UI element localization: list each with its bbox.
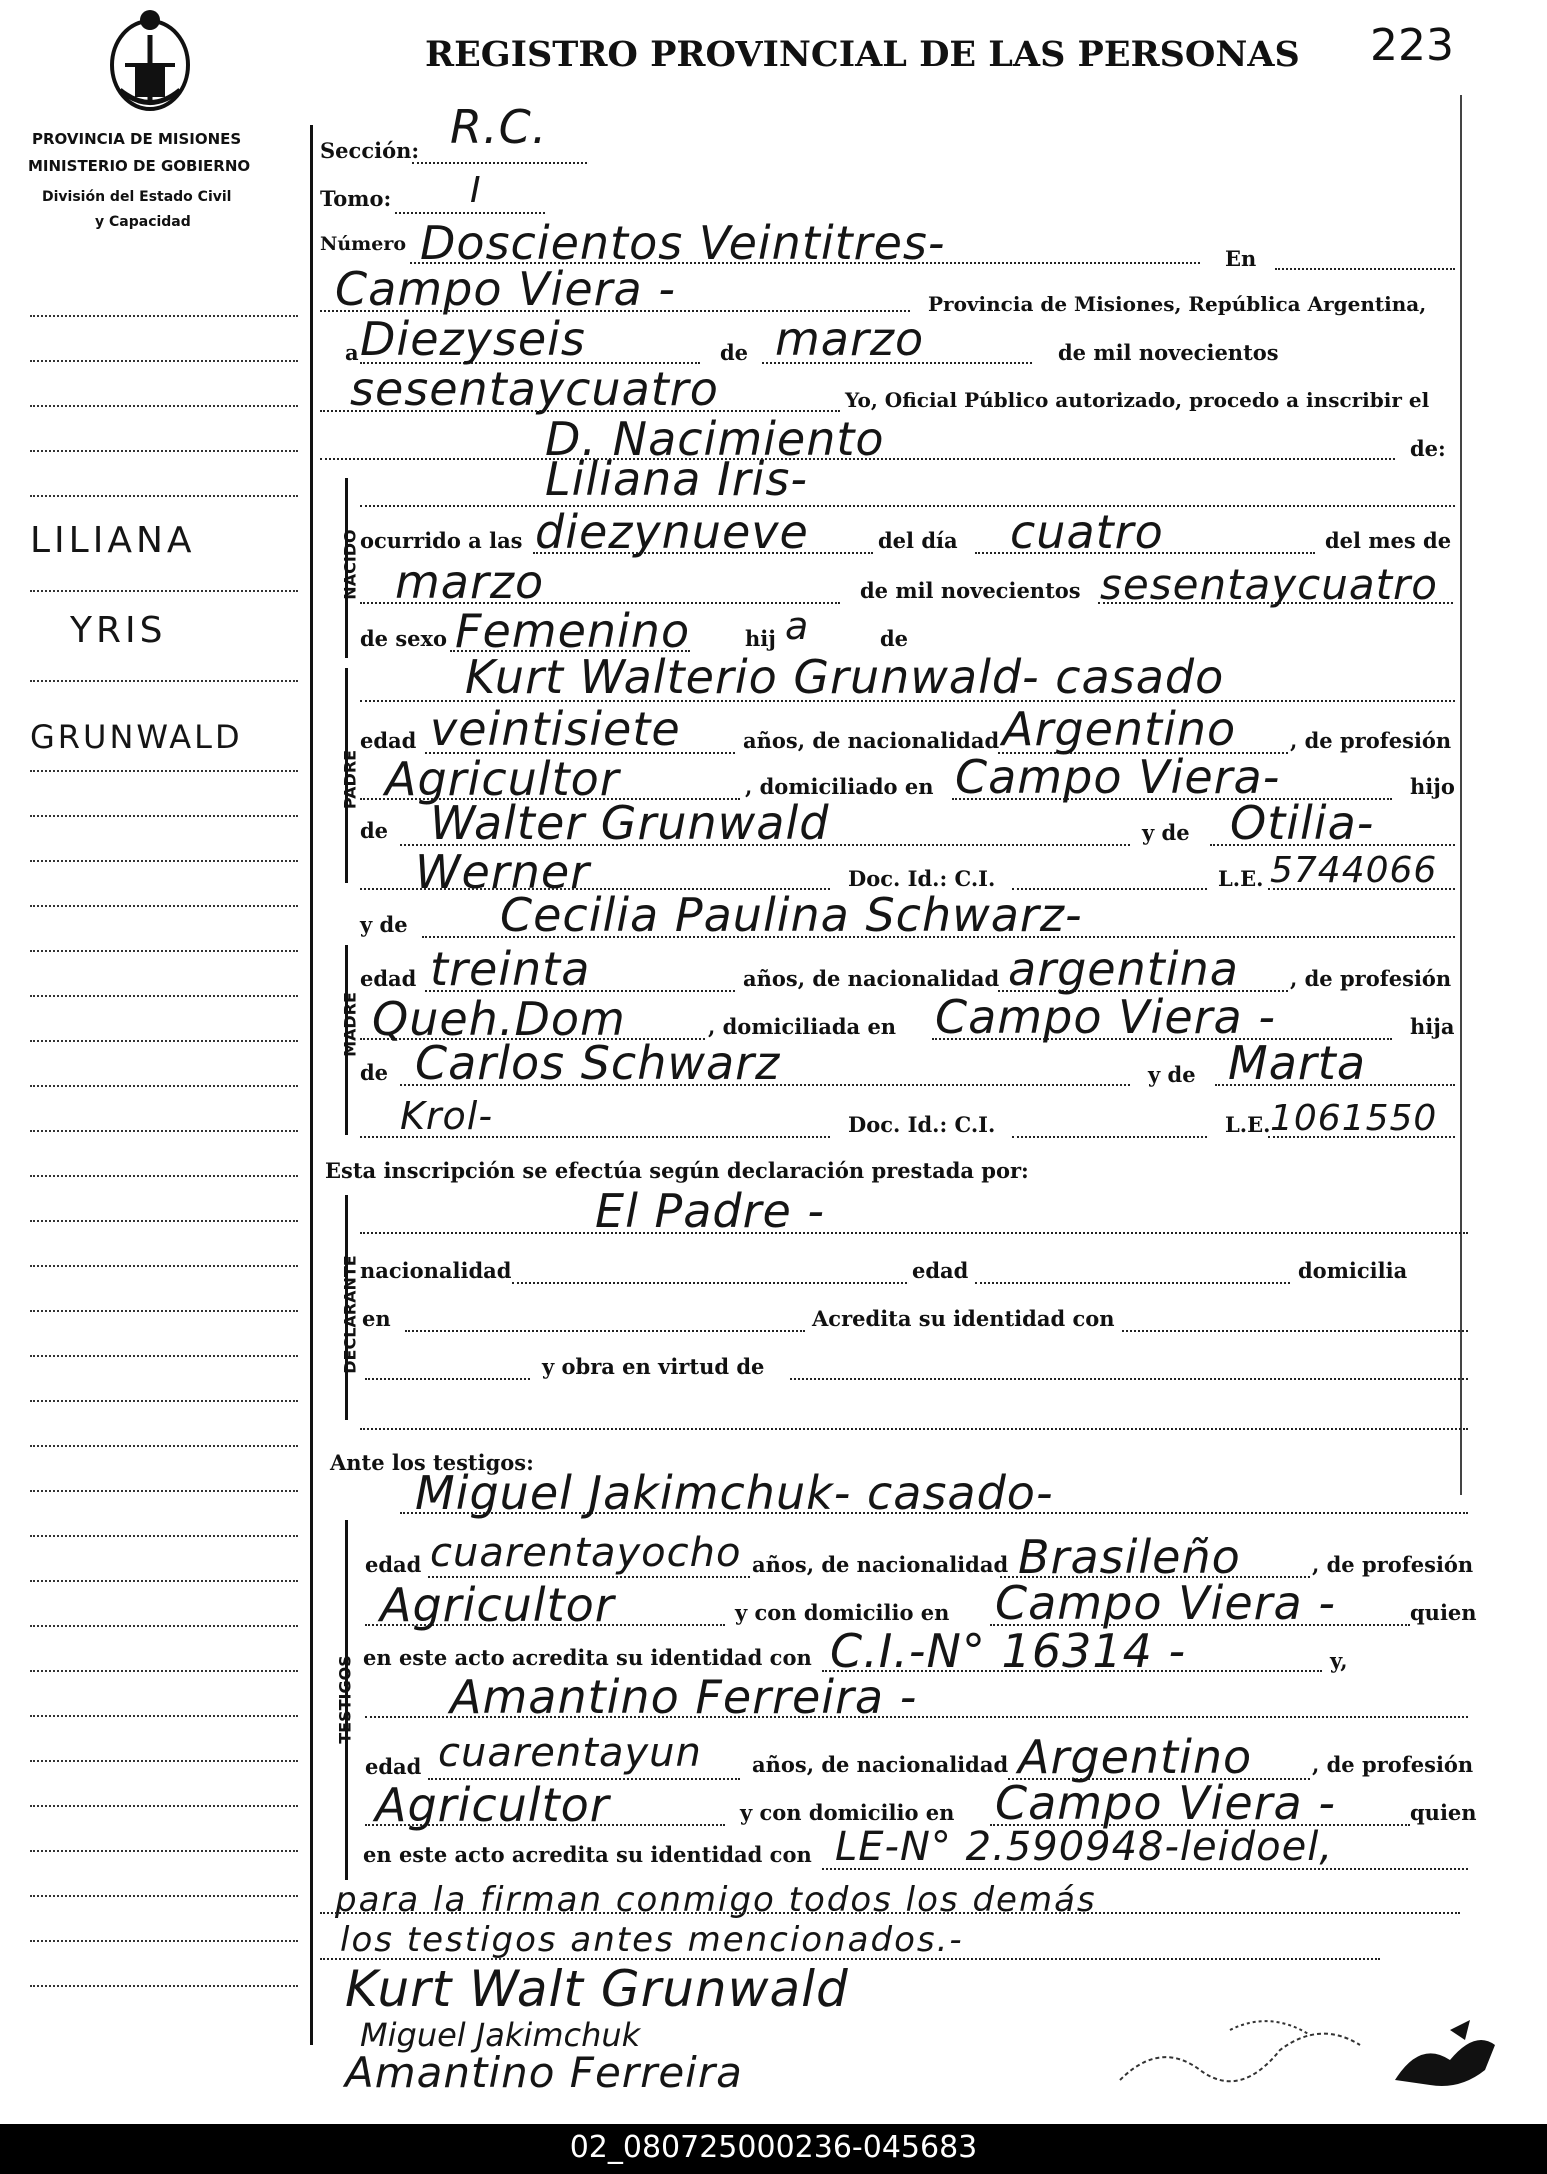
madre-nombre-value: Cecilia Paulina Schwarz- bbox=[500, 888, 1083, 942]
ministry-label: MINISTERIO DE GOBIERNO bbox=[28, 157, 251, 175]
inscripcion-label: Esta inscripción se efectúa según declaración prestada por: bbox=[325, 1158, 1029, 1183]
declarante-nacionalidad-label: nacionalidad bbox=[360, 1258, 512, 1283]
del-dia-label: del día bbox=[878, 528, 958, 553]
padre-anos-label: años, de nacionalidad bbox=[743, 728, 1000, 753]
tomo-value: I bbox=[470, 170, 482, 211]
testigo1-nacionalidad-value: Brasileño bbox=[1018, 1530, 1241, 1584]
province-label: PROVINCIA DE MISIONES bbox=[32, 130, 242, 148]
de-hij-label: de bbox=[880, 626, 909, 651]
testigo2-nombre-value: Amantino Ferreira - bbox=[450, 1670, 918, 1724]
madre-madre2-value: Krol- bbox=[400, 1094, 494, 1138]
madre-profesion-value: Queh.Dom bbox=[372, 992, 626, 1046]
acto-value: D. Nacimiento bbox=[545, 412, 885, 466]
del-mes-label: del mes de bbox=[1325, 528, 1452, 553]
ink-stamp-mark bbox=[1380, 2010, 1510, 2100]
tomo-label: Tomo: bbox=[320, 186, 392, 211]
padre-le-label: L.E. bbox=[1218, 866, 1264, 891]
closing-line2: los testigos antes mencionados.- bbox=[340, 1920, 964, 1960]
madre-padre-value: Carlos Schwarz bbox=[415, 1036, 781, 1090]
testigo1-y-label: y, bbox=[1330, 1648, 1348, 1673]
closing-line1: para la firman conmigo todos los demás bbox=[335, 1880, 1097, 1920]
madre-le-value: 1061550 bbox=[1270, 1098, 1438, 1139]
numero-value: Doscientos Veintitres- bbox=[420, 216, 946, 270]
madre-y-de-label: y de bbox=[360, 912, 408, 937]
acredita-label: Acredita su identidad con bbox=[812, 1306, 1115, 1331]
side-label-testigos: TESTIGOS bbox=[335, 1655, 355, 1744]
hora-value: diezynueve bbox=[535, 505, 809, 559]
testigo2-profesion-value: Agricultor bbox=[375, 1778, 610, 1832]
testigo1-edad-value: cuarentayocho bbox=[430, 1530, 742, 1576]
lugar-value: Campo Viera - bbox=[335, 262, 676, 316]
document-title: REGISTRO PROVINCIAL DE LAS PERSONAS bbox=[425, 34, 1300, 75]
padre-nombre-value: Kurt Walterio Grunwald- casado bbox=[465, 650, 1225, 704]
testigo2-profesion-label: , de profesión bbox=[1312, 1752, 1474, 1777]
madre-anos-label: años, de nacionalidad bbox=[743, 966, 1000, 991]
side-label-declarante: DECLARANTE bbox=[340, 1255, 360, 1374]
padre-de-label: de bbox=[360, 818, 389, 843]
padre-y-de-label: y de bbox=[1142, 820, 1190, 845]
testigo2-nacionalidad-value: Argentino bbox=[1018, 1730, 1253, 1784]
testigo1-profesion-label: , de profesión bbox=[1312, 1552, 1474, 1577]
testigo1-anos-label: años, de nacionalidad bbox=[752, 1552, 1009, 1577]
yo-oficial-label: Yo, Oficial Público autorizado, procedo a inscribir el bbox=[845, 388, 1430, 412]
de-mil-label: de mil novecientos bbox=[1058, 340, 1279, 365]
testigo2-domicilio-value: Campo Viera - bbox=[995, 1776, 1336, 1830]
mes-value: marzo bbox=[775, 312, 925, 366]
de-colon-label: de: bbox=[1410, 436, 1446, 461]
testigo1-nombre-value: Miguel Jakimchuk- casado- bbox=[415, 1466, 1054, 1520]
madre-de-label: de bbox=[360, 1060, 389, 1085]
padre-le-value: 5744066 bbox=[1270, 850, 1438, 891]
testigo2-edad-label: edad bbox=[365, 1754, 422, 1779]
padre-profesion-label: , de profesión bbox=[1290, 728, 1452, 753]
padre-profesion-value: Agricultor bbox=[385, 752, 620, 806]
de-label: de bbox=[720, 340, 749, 365]
testigo1-en-este-label: en este acto acredita su identidad con bbox=[363, 1645, 812, 1670]
madre-madre-value: Marta bbox=[1228, 1036, 1367, 1090]
obra-label: y obra en virtud de bbox=[542, 1354, 765, 1379]
testigo2-edad-value: cuarentayun bbox=[438, 1730, 702, 1776]
madre-hija-label: hija bbox=[1410, 1014, 1455, 1039]
seccion-value: R.C. bbox=[450, 100, 548, 154]
testigo2-en-este-label: en este acto acredita su identidad con bbox=[363, 1842, 812, 1867]
testigo2-quien-label: quien bbox=[1410, 1800, 1477, 1825]
padre-doc-label: Doc. Id.: C.I. bbox=[848, 866, 996, 891]
side-label-padre: PADRE bbox=[340, 749, 360, 810]
ante-label: Ante los testigos: bbox=[330, 1450, 534, 1475]
testigo2-anos-label: años, de nacionalidad bbox=[752, 1752, 1009, 1777]
madre-profesion-label: , de profesión bbox=[1290, 966, 1452, 991]
padre-nacionalidad-value: Argentino bbox=[1002, 702, 1237, 756]
anio-value: sesentaycuatro bbox=[350, 362, 719, 416]
madre-edad-value: treinta bbox=[430, 942, 591, 996]
declarante-en-label: en bbox=[362, 1306, 391, 1331]
sexo-value: Femenino bbox=[455, 604, 691, 658]
padre-madre-value: Otilia- bbox=[1230, 796, 1375, 850]
margin-divider bbox=[310, 125, 313, 2045]
right-divider bbox=[1460, 95, 1462, 1495]
padre-edad-value: veintisiete bbox=[430, 702, 681, 756]
testigo1-quien-label: quien bbox=[1410, 1600, 1477, 1625]
padre-hijo-label: hijo bbox=[1410, 774, 1455, 799]
madre-edad-label: edad bbox=[360, 966, 417, 991]
a-label: a bbox=[345, 340, 359, 365]
nombre-value: Liliana Iris- bbox=[545, 452, 808, 506]
declarante-domicilia-label: domicilia bbox=[1298, 1258, 1408, 1283]
testigo1-domicilio-value: Campo Viera - bbox=[995, 1576, 1336, 1630]
footer-id: 02_080725000236-045683 bbox=[569, 2130, 978, 2165]
madre-doc-label: Doc. Id.: C.I. bbox=[848, 1112, 996, 1137]
de-mil-nov-label: de mil novecientos bbox=[860, 578, 1081, 603]
side-label-nacido: NACIDO bbox=[340, 529, 360, 600]
margin-note-line3: GRUNWALD bbox=[30, 718, 243, 756]
page-number: 223 bbox=[1370, 20, 1454, 71]
signature-witness1: Miguel Jakimchuk bbox=[360, 2016, 641, 2054]
dia-value: Diezyseis bbox=[360, 312, 586, 366]
padre-domicilio-value: Campo Viera- bbox=[955, 750, 1281, 804]
seccion-label: Sección: bbox=[320, 138, 420, 163]
testigo1-edad-label: edad bbox=[365, 1552, 422, 1577]
hij-suffix-value: a bbox=[785, 604, 810, 648]
dia-nac-value: cuatro bbox=[1010, 505, 1164, 559]
margin-note-line2: YRIS bbox=[70, 610, 167, 651]
capacity-label: y Capacidad bbox=[95, 214, 191, 230]
testigo2-identidad-value: LE-N° 2.590948-leidoel, bbox=[835, 1824, 1334, 1870]
declarante-value: El Padre - bbox=[595, 1184, 826, 1238]
madre-nacionalidad-value: argentina bbox=[1008, 942, 1239, 996]
testigo2-domicilio-label: y con domicilio en bbox=[740, 1800, 955, 1825]
padre-edad-label: edad bbox=[360, 728, 417, 753]
madre-y-de2-label: y de bbox=[1148, 1062, 1196, 1087]
numero-label: Número bbox=[320, 233, 407, 255]
side-label-madre: MADRE bbox=[340, 992, 360, 1057]
testigo1-identidad-value: C.I.-N° 16314 - bbox=[830, 1624, 1187, 1678]
madre-le-label: L.E. bbox=[1225, 1112, 1271, 1137]
signature-witness2: Amantino Ferreira bbox=[345, 2048, 743, 2097]
en-label: En bbox=[1225, 246, 1257, 271]
testigo1-profesion-value: Agricultor bbox=[380, 1578, 615, 1632]
margin-note-line1: LILIANA bbox=[30, 520, 196, 561]
mes-nac-value: marzo bbox=[395, 555, 545, 609]
testigo1-domicilio-label: y con domicilio en bbox=[735, 1600, 950, 1625]
anio-nac-value: sesentaycuatro bbox=[1100, 560, 1439, 609]
declarante-edad-label: edad bbox=[912, 1258, 969, 1283]
padre-padre-value: Walter Grunwald bbox=[430, 796, 830, 850]
de-sexo-label: de sexo bbox=[360, 626, 448, 651]
madre-domicilio-value: Campo Viera - bbox=[935, 990, 1276, 1044]
signature-father: Kurt Walt Grunwald bbox=[345, 1960, 849, 2018]
padre-madre2-value: Werner bbox=[415, 845, 591, 899]
coat-of-arms-seal bbox=[105, 5, 195, 115]
ocurrido-label: ocurrido a las bbox=[360, 528, 523, 553]
hij-label: hij bbox=[745, 626, 776, 651]
madre-domiciliada-label: , domiciliada en bbox=[708, 1014, 897, 1039]
padre-domiciliado-label: , domiciliado en bbox=[745, 774, 934, 799]
division-label: División del Estado Civil bbox=[42, 189, 232, 205]
provincia-label: Provincia de Misiones, República Argentina, bbox=[928, 292, 1427, 316]
